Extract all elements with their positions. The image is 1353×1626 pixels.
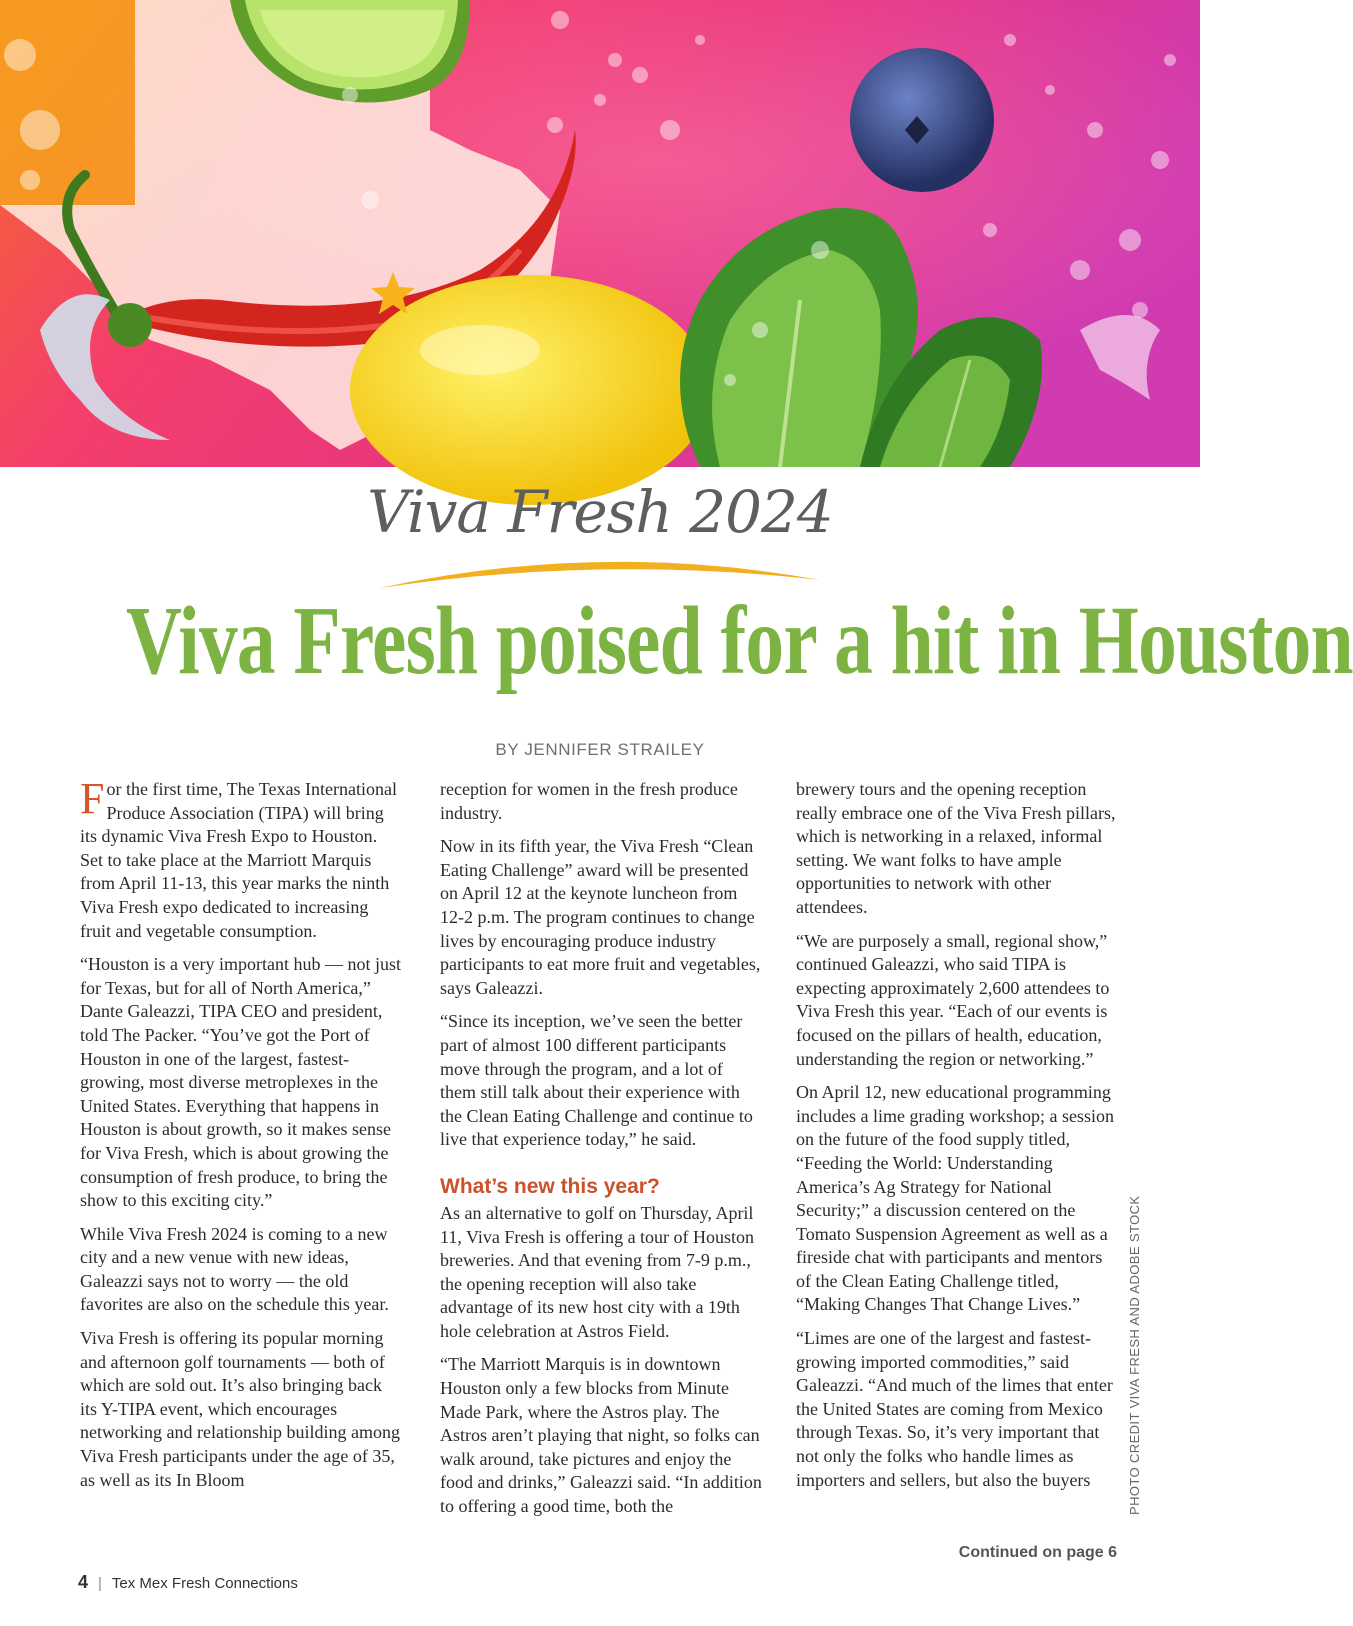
paragraph: As an alternative to golf on Thursday, April 11, Viva Fresh is offering a tour of Houston breweries. And that evening from 7-9 p.m., the opening reception will also take advantage of its new host city with a 19th hole celebration at Astros Field. xyxy=(440,1202,755,1341)
photo-credit: PHOTO CREDIT VIVA FRESH AND ADOBE STOCK xyxy=(1127,1195,1142,1515)
section-subheading: What’s new this year? xyxy=(440,1174,660,1198)
article-column-1 xyxy=(80,774,402,1502)
article-headline: Viva Fresh poised for a hit in Houston xyxy=(126,587,1353,695)
paragraph: brewery tours and the opening reception really embrace one of the Viva Fresh pillars, which is networking in a relaxed, informal setting. We want folks to have ample opportunities to network with other attendees. xyxy=(796,779,1116,917)
blueberry-icon xyxy=(850,48,994,192)
article-column-3 xyxy=(796,778,1118,1502)
section-kicker: Viva Fresh 2024 xyxy=(367,478,833,546)
produce-illustration xyxy=(0,0,1200,467)
publication-name: Tex Mex Fresh Connections xyxy=(111,1575,298,1592)
continued-link[interactable]: Continued on page 6 xyxy=(958,1544,1117,1561)
page-number: 4 xyxy=(78,1572,89,1592)
paragraph: “We are purposely a small, regional show,” continued Galeazzi, who said TIPA is expecting approximately 2,600 attendees to Viva Fresh this year. “Each of our events is focused on the pillars of health, education, understanding the region or networking.” xyxy=(796,930,1110,1069)
byline: BY JENNIFER STRAILEY xyxy=(495,740,705,759)
paragraph: Viva Fresh is offering its popular morning and afternoon golf tournaments — both of which are sold out. It’s also bringing back its Y-TIPA event, which encourages networking and relationship building among Viva Fresh participants under the age of 35, as well as its In Bloom xyxy=(80,1328,400,1490)
paragraph: reception for women in the fresh produce industry. xyxy=(440,779,738,823)
hero-image xyxy=(0,0,1200,467)
drop-cap: F xyxy=(80,774,105,823)
article-column-2 xyxy=(440,778,762,1529)
gold-swoosh xyxy=(375,550,825,590)
paragraph: Now in its fifth year, the Viva Fresh “Clean Eating Challenge” award will be presented on April 12 at the keynote luncheon from 12-2 p.m. The program continues to change lives by encouraging produce industry participants to eat more fruit and vegetables, says Galeazzi. xyxy=(440,836,761,998)
paragraph: “Houston is a very important hub — not just for Texas, but for all of North America,” Dante Galeazzi, TIPA CEO and president, told The Packer. “You’ve got the Port of Houston in one of the largest, fastest-growing, most diverse metroplexes in the United States. Everything that happens in Houston is about growth, so it makes sense for Viva Fresh, which is about growing the consumption of fresh produce, to bring the show to this exciting city.” xyxy=(80,954,401,1211)
paragraph: For the first time, The Texas International Produce Association (TIPA) will bring its dynamic Viva Fresh Expo to Houston. Set to take place at the Marriott Marquis from April 11-13, this year marks the ninth Viva Fresh expo dedicated to increasing fruit and vegetable consumption. xyxy=(80,774,397,941)
paragraph: On April 12, new educational programming includes a lime grading workshop; a session on the future of the food supply titled, “Feeding the World: Understanding America’s Ag Strategy for National Security;” a discussion centered on the Tomato Suspension Agreement as well as a fireside chat with participants and mentors of the Clean Eating Challenge titled, “Making Changes That Change Lives.” xyxy=(796,1082,1114,1315)
footer-separator: | xyxy=(98,1575,102,1592)
paragraph: “The Marriott Marquis is in downtown Houston only a few blocks from Minute Made Park, where the Astros play. The Astros aren’t playing that night, so folks can walk around, take pictures and enjoy the food and drinks,” Galeazzi said. “In addition to offering a good time, both the xyxy=(440,1354,762,1517)
paragraph: “Limes are one of the largest and fastest-growing imported commodities,” said Galeazzi. “And much of the limes that enter the United States are coming from Mexico through Texas. So, it’s very important that not only the folks who handle limes as importers and sellers, but also the buyers xyxy=(796,1328,1113,1490)
page-footer xyxy=(78,1572,298,1593)
paragraph: “Since its inception, we’ve seen the better part of almost 100 different participants move through the program, and a lot of them still talk about their experience with the Clean Eating Challenge and continue to live that experience today,” he said. xyxy=(440,1011,753,1150)
paragraph: While Viva Fresh 2024 is coming to a new city and a new venue with new ideas, Galeazzi says not to worry — the old favorites are also on the schedule this year. xyxy=(80,1223,389,1315)
